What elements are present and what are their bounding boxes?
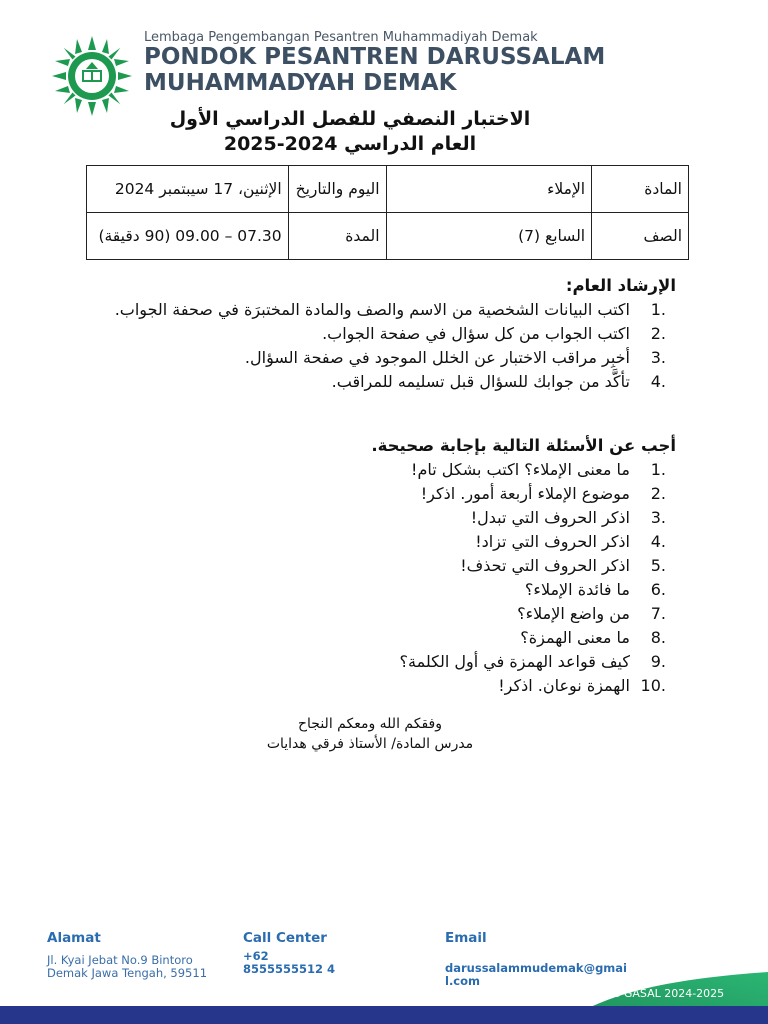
date-label: اليوم والتاريخ — [288, 166, 386, 213]
question-item — [76, 530, 676, 554]
call-center-value: +62 8555555512 4 — [243, 949, 336, 976]
question-number: 10. — [640, 676, 666, 695]
question-text: اذكر الحروف التي تحذف! — [460, 556, 630, 575]
header-subtitle: Lembaga Pengembangan Pesantren Muhammadiyah Demak — [144, 30, 538, 45]
class-label: الصف — [592, 213, 689, 260]
muhammadiyah-logo-icon — [50, 34, 134, 118]
guidance-heading: الإرشاد العام: — [565, 276, 676, 295]
question-number: 2. — [650, 484, 666, 503]
footer-address — [47, 930, 227, 980]
item-number: 2. — [650, 324, 666, 343]
list-item — [76, 346, 676, 370]
question-text: الهمزة نوعان. اذكر! — [498, 676, 630, 695]
question-number: 5. — [650, 556, 666, 575]
footer-bar — [0, 1006, 768, 1024]
question-number: 7. — [650, 604, 666, 623]
list-item — [76, 370, 676, 394]
closing-wish: وفقكم الله ومعكم النجاح — [297, 716, 442, 732]
academic-year: العام الدراسي 2024-2025 — [223, 133, 477, 155]
question-text: اذكر الحروف التي تزاد! — [475, 532, 630, 551]
school-name-line1: PONDOK PESANTREN DARUSSALAM — [144, 44, 606, 70]
subject-label: المادة — [592, 166, 689, 213]
question-item — [76, 674, 676, 698]
call-center-label: Call Center — [243, 930, 327, 946]
date-value: الإثنين، 17 سيبتمبر 2024 — [87, 166, 289, 213]
question-item — [76, 506, 676, 530]
item-text: اكتب الجواب من كل سؤال في صفحة الجواب. — [322, 324, 630, 343]
question-text: ما معنى الإملاء؟ اكتب بشكل تام! — [411, 460, 630, 479]
question-number: 6. — [650, 580, 666, 599]
question-number: 1. — [650, 460, 666, 479]
question-item — [76, 602, 676, 626]
address-value: Jl. Kyai Jebat No.9 Bintoro Demak Jawa Tengah, 59511 — [47, 953, 208, 980]
general-guidance — [76, 274, 676, 394]
exam-info-table — [86, 165, 689, 260]
question-item — [76, 650, 676, 674]
email-value: darussalammudemak@gmail.com — [445, 961, 627, 988]
questions-section — [76, 434, 676, 698]
duration-value: 07.30 – 09.00 (90 دقيقة) — [87, 213, 289, 260]
duration-label: المدة — [288, 213, 386, 260]
email-label: Email — [445, 930, 487, 946]
question-item — [76, 458, 676, 482]
question-text: ما معنى الهمزة؟ — [520, 628, 630, 647]
teacher-signature: مدرس المادة/ الأستاذ فرقي هدايات — [266, 736, 474, 752]
subject-value: الإملاء — [386, 166, 592, 213]
item-text: اكتب البيانات الشخصية من الاسم والصف والمادة المختبرَة في صحفة الجواب. — [114, 300, 630, 319]
item-number: 3. — [650, 348, 666, 367]
question-text: ما فائدة الإملاء؟ — [524, 580, 630, 599]
item-text: أخبِر مراقب الاختبار عن الخلل الموجود في صفحة السؤال. — [244, 348, 630, 367]
question-text: كيف قواعد الهمزة في أول الكلمة؟ — [399, 652, 630, 671]
question-text: موضوع الإملاء أربعة أمور. اذكر! — [420, 484, 630, 503]
footer-call-center — [243, 930, 343, 976]
question-text: اذكر الحروف التي تبدل! — [470, 508, 630, 527]
question-item — [76, 626, 676, 650]
item-number: 1. — [650, 300, 666, 319]
school-name — [144, 44, 605, 96]
question-number: 9. — [650, 652, 666, 671]
table-row — [87, 166, 689, 213]
item-text: تأكَّد من جوابك للسؤال قبل تسليمه للمراقب. — [331, 372, 630, 391]
question-item — [76, 482, 676, 506]
questions-heading: أجب عن الأسئلة التالية بإجابة صحيحة. — [371, 436, 676, 455]
question-number: 4. — [650, 532, 666, 551]
question-item — [76, 554, 676, 578]
exam-tag: PTS GASAL 2024-2025 — [600, 987, 725, 1000]
class-value: السابع (7) — [386, 213, 592, 260]
table-row — [87, 213, 689, 260]
question-item — [76, 578, 676, 602]
question-number: 8. — [650, 628, 666, 647]
list-item — [76, 322, 676, 346]
address-label: Alamat — [47, 930, 101, 946]
question-number: 3. — [650, 508, 666, 527]
item-number: 4. — [650, 372, 666, 391]
exam-title: الاختبار النصفي للفصل الدراسي الأول — [169, 108, 531, 130]
school-name-line2: MUHAMMADYAH DEMAK — [144, 70, 457, 96]
question-text: من واضع الإملاء؟ — [517, 604, 630, 623]
list-item — [76, 298, 676, 322]
